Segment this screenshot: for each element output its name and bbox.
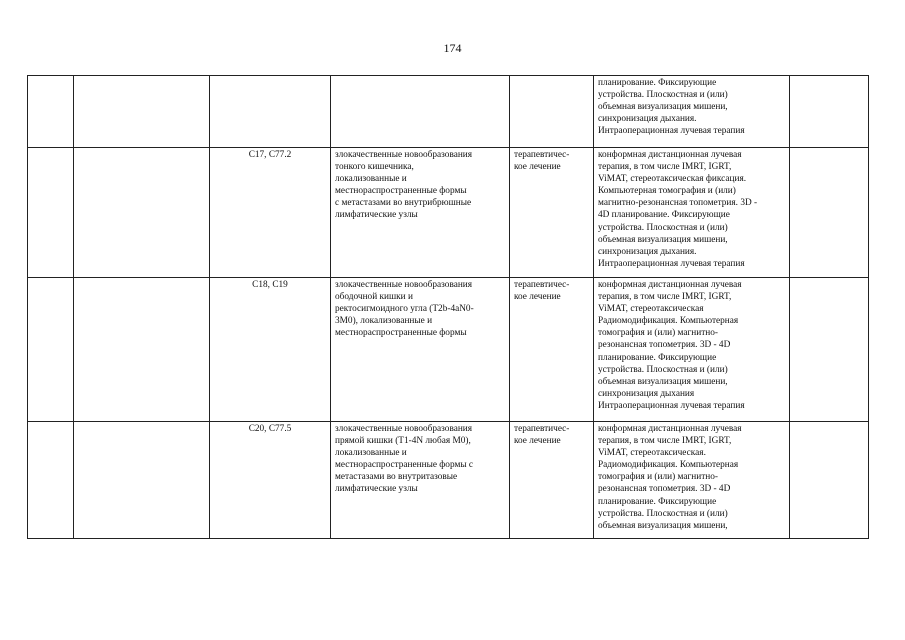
diagnosis-cell <box>331 76 510 148</box>
diagnosis-cell: злокачественные новообразования ободочной кишки и ректосигмоидного угла (T2b-4aN0- 3M0), локализованные и местнораспространенные формы <box>331 278 510 422</box>
icd-code-cell: C18, C19 <box>210 278 331 422</box>
cost-cell <box>790 278 869 422</box>
table-row <box>28 148 869 278</box>
treatment-type-cell: терапевтичес- кое лечение <box>510 422 594 539</box>
method-cell: конформная дистанционная лучевая терапия, в том числе IMRT, IGRT, ViMAT, стереотаксическая Радиомодификация. Компьютерная томография и (или) магнитно- резонансная топометрия. 3D - 4D планирование. Фиксирующие устройства. Плоскостная и (или) объемная визуализация мишени, синхронизация дыхания Интраоперационная лучевая терапия <box>594 278 790 422</box>
cost-cell <box>790 148 869 278</box>
treatment-type-cell: терапевтичес- кое лечение <box>510 148 594 278</box>
table-row <box>28 422 869 539</box>
method-cell: конформная дистанционная лучевая терапия, в том числе IMRT, IGRT, ViMAT, стереотаксическая. Радиомодификация. Компьютерная томография и (или) магнитно- резонансная топометрия. 3D - 4D планирование. Фиксирующие устройства. Плоскостная и (или) объемная визуализация мишени, <box>594 422 790 539</box>
row-number-cell <box>28 278 74 422</box>
method-cell: конформная дистанционная лучевая терапия, в том числе IMRT, IGRT, ViMAT, стереотаксическая фиксация. Компьютерная томография и (или) магнитно-резонансная топометрия. 3D - 4D планирование. Фиксирующие устройства. Плоскостная и (или) объемная визуализация мишени, синхронизация дыхания. Интраоперационная лучевая терапия <box>594 148 790 278</box>
treatment-type-cell <box>510 76 594 148</box>
profile-cell <box>74 76 210 148</box>
table-row <box>28 76 869 148</box>
icd-code-cell: C17, C77.2 <box>210 148 331 278</box>
table-row <box>28 278 869 422</box>
page-number: 174 <box>443 41 462 55</box>
row-number-cell <box>28 422 74 539</box>
profile-cell <box>74 278 210 422</box>
diagnosis-cell: злокачественные новообразования прямой кишки (T1-4N любая M0), локализованные и местнораспространенные формы с метастазами во внутритазовые лимфатические узлы <box>331 422 510 539</box>
profile-cell <box>74 422 210 539</box>
treatment-table <box>27 75 869 539</box>
profile-cell <box>74 148 210 278</box>
icd-code-cell <box>210 76 331 148</box>
row-number-cell <box>28 76 74 148</box>
cost-cell <box>790 76 869 148</box>
icd-code-cell: C20, C77.5 <box>210 422 331 539</box>
cost-cell <box>790 422 869 539</box>
diagnosis-cell: злокачественные новообразования тонкого кишечника, локализованные и местнораспространенные формы с метастазами во внутрибрюшные лимфатические узлы <box>331 148 510 278</box>
method-cell: планирование. Фиксирующие устройства. Плоскостная и (или) объемная визуализация мишени, синхронизация дыхания. Интраоперационная лучевая терапия <box>594 76 790 148</box>
treatment-type-cell: терапевтичес- кое лечение <box>510 278 594 422</box>
row-number-cell <box>28 148 74 278</box>
